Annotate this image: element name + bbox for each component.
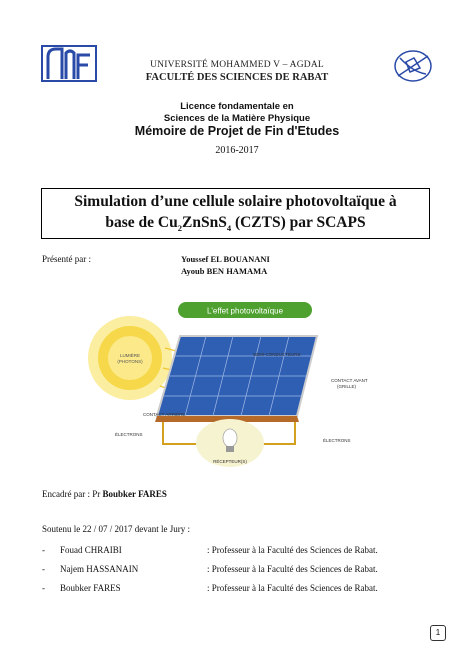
thesis-type: Mémoire de Projet de Fin d'Etudes	[134, 124, 340, 138]
author-name: Ayoub BEN HAMAMA	[181, 266, 268, 276]
banner-label: L'effet photovoltaïque	[206, 306, 284, 316]
faculty-name: FACULTÉ DES SCIENCES DE RABAT	[145, 72, 329, 83]
jury-member-role: : Professeur à la Faculté des Sciences de Rabat.	[207, 583, 378, 593]
page-number: 1	[430, 625, 446, 641]
jury-dash: -	[42, 583, 45, 593]
jury-member-name: Boubker FARES	[60, 583, 121, 593]
subscript: 2	[177, 223, 182, 234]
front-contact-label: CONTACT AVANT	[331, 378, 368, 383]
sun-label: (PHOTONS)	[117, 359, 143, 364]
supervisor-line	[42, 489, 167, 499]
jury-member-role: : Professeur à la Faculté des Sciences de Rabat.	[207, 564, 378, 574]
presented-label: Présenté par :	[42, 254, 91, 264]
photovoltaic-illustration	[85, 298, 385, 470]
jury-member-name: Najem HASSANAIN	[60, 564, 139, 574]
back-contact-label: CONTACT ARRIÈRE	[143, 412, 186, 417]
electrons-right-label: ÉLECTRONS	[323, 438, 351, 443]
title-part: base de Cu	[105, 214, 178, 231]
jury-member-role: : Professeur à la Faculté des Sciences de Rabat.	[207, 545, 378, 555]
title-line2	[42, 214, 429, 233]
front-contact-label: (GRILLE)	[337, 384, 357, 389]
title-part: (CZTS) par SCAPS	[231, 214, 366, 231]
supervisor-label: Encadré par : Pr	[42, 489, 101, 499]
author-name: Youssef EL BOUANANI	[181, 254, 270, 264]
program-line2: Sciences de la Matière Physique	[163, 113, 311, 124]
sun-label: LUMIÈRE	[119, 353, 141, 358]
receptor-label: RÉCEPTEUR(S)	[213, 459, 247, 464]
jury-dash: -	[42, 564, 45, 574]
electrons-left-label: ÉLECTRONS	[115, 432, 143, 437]
title-box	[41, 188, 430, 239]
university-name: UNIVERSITÉ MOHAMMED V – AGDAL	[150, 60, 324, 70]
subscript: 4	[226, 223, 232, 234]
title-part: ZnSnS	[182, 214, 227, 231]
jury-intro: Soutenu le 22 / 07 / 2017 devant le Jury :	[42, 524, 190, 534]
jury-member-name: Fouad CHRAIBI	[60, 545, 122, 555]
semiconductor-label: SEMI-CONDUCTEURS	[253, 352, 301, 357]
academic-year: 2016-2017	[215, 145, 259, 156]
program-line1: Licence fondamentale en	[180, 101, 294, 112]
title-line1: Simulation d’une cellule solaire photovoltaïque à	[74, 193, 397, 210]
jury-dash: -	[42, 545, 45, 555]
supervisor-name: Boubker FARES	[102, 489, 167, 499]
